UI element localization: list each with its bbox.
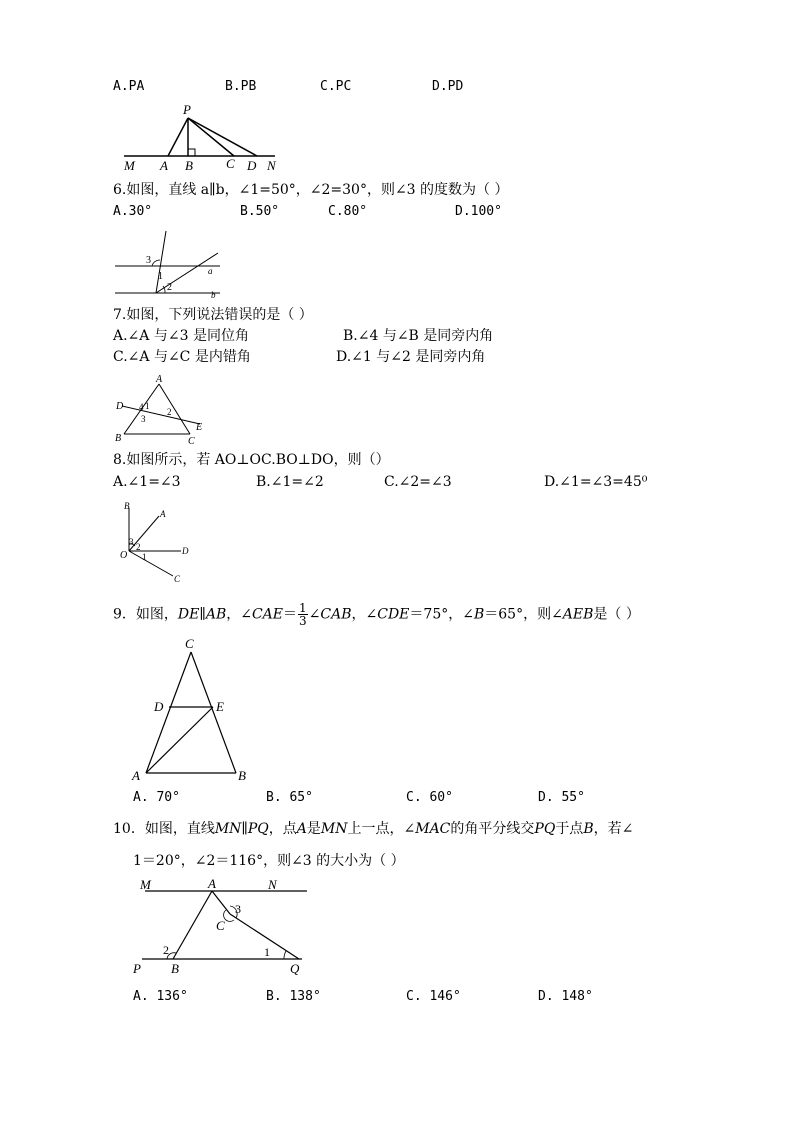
q9-stem-mid5: ＝65°，则∠	[484, 606, 563, 623]
q9-label-c: C	[185, 636, 194, 651]
q9-stem-mid3: ，∠	[351, 606, 378, 623]
q5-label-c: C	[226, 156, 235, 171]
q10-line1-mac: MAC	[415, 821, 451, 837]
q7-option-d: D.∠1 与∠2 是同旁内角	[336, 349, 486, 365]
q10-line1-mid2: 是	[306, 821, 321, 837]
q6-option-a: A.30°	[113, 204, 153, 219]
q9-stem-prefix: 9．如图，	[113, 606, 178, 623]
q10-option-c: C. 146°	[406, 989, 461, 1004]
q9-option-d: D. 55°	[538, 790, 585, 805]
q10-label-1: 1	[264, 945, 270, 959]
q7-label-b: B	[115, 433, 122, 444]
q9-stem-cab: CAB	[320, 606, 352, 623]
q5-label-b: B	[185, 158, 193, 173]
q9-fraction	[298, 602, 308, 627]
q9-label-e: E	[216, 699, 224, 714]
q6-stem: 6.如图，直线 a∥b，∠1=50°，∠2=30°，则∠3 的度数为（ ）	[113, 182, 509, 198]
q9-stem-rel: DE∥AB	[177, 606, 227, 623]
q6-label-3: 3	[146, 255, 151, 266]
q6-figure	[110, 226, 230, 302]
q7-label-4: 4	[139, 402, 144, 412]
q5-option-a: A.PA	[113, 79, 145, 94]
q9-figure	[128, 634, 258, 786]
q5-option-d: D.PD	[432, 79, 464, 94]
q7-option-b: B.∠4 与∠B 是同旁内角	[343, 328, 494, 344]
q5-label-p: P	[183, 102, 191, 117]
q8-label-2: 2	[136, 542, 141, 552]
q5-label-d: D	[247, 158, 257, 173]
q8-figure	[115, 498, 195, 586]
q9-stem-b: B	[473, 606, 485, 623]
q9-label-b: B	[238, 768, 246, 783]
q7-option-c: C.∠A 与∠C 是内错角	[113, 349, 251, 365]
q9-stem-cde: CDE	[377, 606, 410, 623]
q10-line1-mn: MN	[320, 821, 348, 837]
q10-line1-mid4: 的角平分线交	[450, 821, 535, 837]
q5-label-n: N	[267, 158, 276, 173]
q9-option-c: C. 60°	[406, 790, 453, 805]
q10-label-p: P	[133, 961, 141, 976]
q10-line1-b: B	[583, 821, 594, 837]
q5-figure	[110, 100, 290, 174]
q10-line1-prefix: 10．如图，直线	[113, 821, 215, 837]
q10-option-d: D. 148°	[538, 989, 593, 1004]
q9-frac-num: 1	[299, 601, 307, 615]
q10-line1-mid1: ，点	[268, 821, 297, 837]
q10-label-m: M	[140, 877, 151, 892]
q10-stem-line1	[113, 820, 633, 838]
q10-figure	[130, 872, 310, 980]
q8-option-d: D.∠1=∠3=45⁰	[544, 474, 648, 490]
q9-option-b: B. 65°	[266, 790, 313, 805]
q8-label-c: C	[174, 574, 181, 584]
q10-line1-mid3: 上一点，∠	[347, 821, 416, 837]
q10-line1-a: A	[296, 821, 307, 837]
q6-option-c: C.80°	[328, 204, 368, 219]
q8-label-1: 1	[142, 552, 147, 562]
q9-stem-end: 是（ ）	[593, 606, 640, 623]
q10-label-n: N	[268, 877, 277, 892]
q7-option-a: A.∠A 与∠3 是同位角	[113, 328, 249, 344]
q9-stem-mid4: ＝75°，∠	[409, 606, 474, 623]
q10-line1-mnpq: MN∥PQ	[214, 821, 269, 837]
q5-label-m: M	[124, 158, 135, 173]
q8-option-a: A.∠1=∠3	[113, 474, 181, 490]
q10-option-b: B. 138°	[266, 989, 321, 1004]
q8-option-c: C.∠2=∠3	[384, 474, 452, 490]
q10-line1-mid5: 于点	[555, 821, 584, 837]
q8-label-3: 3	[129, 537, 134, 547]
q6-label-b: b	[211, 290, 216, 300]
q5-option-c: C.PC	[320, 79, 352, 94]
q6-label-1: 1	[158, 271, 163, 282]
q9-stem	[113, 602, 640, 627]
q6-label-2: 2	[167, 282, 172, 293]
q10-label-q: Q	[290, 961, 300, 976]
q5-option-b: B.PB	[225, 79, 257, 94]
q8-label-d: D	[182, 546, 189, 556]
q8-label-o: O	[120, 550, 128, 561]
q10-line1-end: ，若∠	[593, 821, 634, 837]
q6-label-a: a	[208, 266, 213, 276]
q7-label-c: C	[188, 436, 195, 446]
q7-label-e: E	[196, 422, 203, 433]
q8-label-a: A	[160, 509, 166, 519]
q9-stem-mid2: ∠	[308, 606, 321, 623]
q9-option-a: A. 70°	[133, 790, 180, 805]
q10-stem-line2: 1＝20°，∠2＝116°，则∠3 的大小为（ ）	[133, 853, 405, 869]
q9-stem-aeb: AEB	[562, 606, 594, 623]
q7-label-3: 3	[141, 414, 146, 424]
q7-stem: 7.如图，下列说法错误的是（ ）	[113, 307, 313, 323]
q9-label-a: A	[132, 768, 140, 783]
q7-label-1: 1	[145, 401, 150, 411]
q10-label-3: 3	[235, 902, 241, 916]
q6-option-b: B.50°	[240, 204, 280, 219]
q9-stem-mid1: ，∠	[226, 606, 252, 623]
q7-figure	[112, 372, 212, 446]
q9-stem-cae: CAE	[251, 606, 284, 623]
q8-option-b: B.∠1=∠2	[256, 474, 324, 490]
q10-label-c: C	[216, 918, 225, 933]
q7-label-2: 2	[167, 407, 172, 417]
q9-frac-den: 3	[299, 614, 307, 628]
q5-label-a: A	[160, 158, 168, 173]
q10-label-2: 2	[163, 943, 169, 957]
q10-line1-pq: PQ	[534, 821, 556, 837]
q9-label-d: D	[154, 699, 164, 714]
q10-label-a: A	[208, 876, 216, 891]
q8-stem: 8.如图所示，若 AO⊥OC.BO⊥DO，则（）	[113, 452, 390, 468]
q10-label-b: B	[171, 961, 179, 976]
q7-label-d: D	[116, 401, 124, 412]
q8-label-b: B	[124, 501, 130, 511]
q9-stem-eq: ＝	[283, 606, 298, 623]
q10-option-a: A. 136°	[133, 989, 188, 1004]
q6-option-d: D.100°	[455, 204, 502, 219]
q7-label-a: A	[156, 374, 163, 385]
